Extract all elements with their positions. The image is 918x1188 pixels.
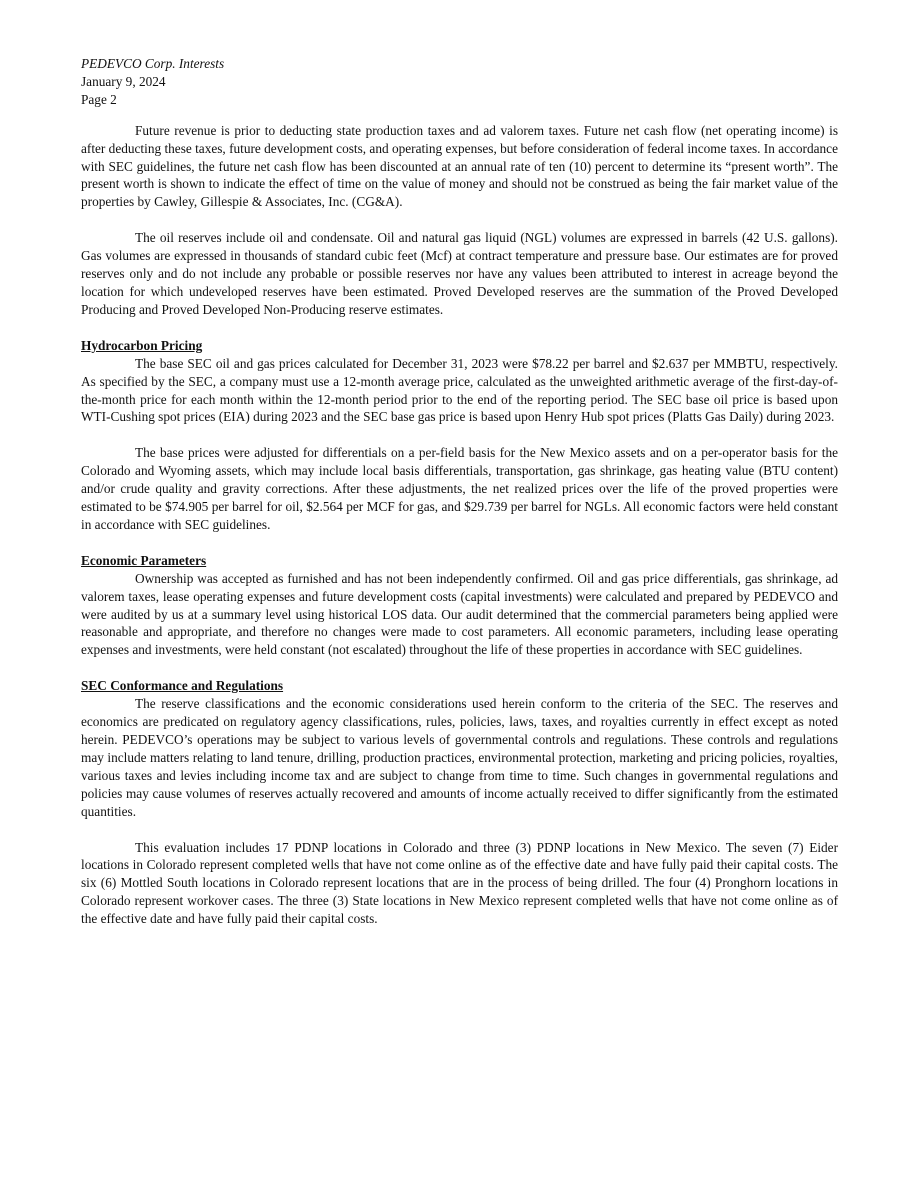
header-page-number: Page 2 [81,91,117,107]
pricing-paragraph-differentials: The base prices were adjusted for differentials on a per-field basis for the New Mexico assets and on a per-operator basis for the Colorado and Wyoming assets, which may include local basis differentials, transportation, gas shrinkage, gas heating value (BTU content) and/or crude quality and gravity corrections. After these adjustments, the net realized prices over the life of the proved properties were estimated to be $74.905 per barrel for oil, $2.564 per MCF for gas, and $29.739 per barrel for NGLs. All economic factors were held constant in accordance with SEC guidelines. [81,445,838,532]
intro-paragraph-reserves: The oil reserves include oil and condensate. Oil and natural gas liquid (NGL) volumes are expressed in barrels (42 U.S. gallons). Gas volumes are expressed in thousands of standard cubic feet (Mcf) at contract temperature and pressure base. Our estimates are for proved reserves only and do not include any probable or possible reserves nor have any values been attributed to interest in acreage beyond the location for which undeveloped reserves have been estimated. Proved Developed reserves are the summation of the Proved Developed Producing and Proved Developed Non-Producing reserve estimates. [81,230,838,317]
sec-paragraph-classifications: The reserve classifications and the economic considerations used herein conform to the criteria of the SEC. The reserves and economics are predicated on regulatory agency classifications, rules, policies, laws, taxes, and royalties currently in effect except as noted herein. PEDEVCO’s operations may be subject to various levels of governmental controls and regulations. These controls and regulations may include matters relating to land tenure, drilling, production practices, environmental protection, marketing and pricing policies, royalties, various taxes and levies including income tax and are subject to change from time to time. Such changes in governmental regulations and policies may cause volumes of reserves actually recovered and amounts of income actually received to differ significantly from the estimated quantities. [81,696,838,819]
header-date: January 9, 2024 [81,73,166,89]
heading-sec-conformance: SEC Conformance and Regulations [81,678,284,694]
economic-paragraph-ownership: Ownership was accepted as furnished and has not been independently confirmed. Oil and gas price differentials, gas shrinkage, ad valorem taxes, lease operating expenses and future development costs (capital investments) were calculated and prepared by PEDEVCO and were audited by us at a summary level using historical LOS data. Our audit determined that the commercial parameters being applied were reasonable and appropriate, and therefore no changes were made to cost parameters. All economic parameters, including lease operating expenses and investments, were held constant (not escalated) throughout the life of these properties in accordance with SEC guidelines. [81,570,838,658]
sec-paragraph-locations: This evaluation includes 17 PDNP locations in Colorado and three (3) PDNP locations in New Mexico. The seven (7) Eider locations in Colorado represent completed wells that have not come online as of the effective date and have fully paid their capital costs. The six (6) Mottled South locations in Colorado represent locations that are in the process of being drilled. The four (4) Pronghorn locations in Colorado represent workover cases. The three (3) State locations in New Mexico represent completed wells that have not come online as of the effective date and have fully paid their capital costs. [81,839,838,927]
heading-hydrocarbon-pricing: Hydrocarbon Pricing [81,337,203,353]
header-company: PEDEVCO Corp. Interests [81,56,225,71]
letter-header [81,55,838,109]
heading-economic-parameters: Economic Parameters [81,552,207,568]
intro-paragraph-revenue: Future revenue is prior to deducting state production taxes and ad valorem taxes. Future net cash flow (net operating income) is after deducting these taxes, future development costs, and operating expenses, but before consideration of federal income taxes. In accordance with SEC guidelines, the future net cash flow has been discounted at an annual rate of ten (10) percent to determine its “present worth”. The present worth is shown to indicate the effect of time on the value of money and should not be construed as being the fair market value of the properties by Cawley, Gillespie & Associates, Inc. (CG&A). [81,122,838,210]
document-page [81,55,838,928]
pricing-paragraph-base-prices: The base SEC oil and gas prices calculated for December 31, 2023 were $78.22 per barrel and $2.637 per MMBTU, respectively. As specified by the SEC, a company must use a 12-month average price, calculated as the unweighted arithmetic average of the first-day-of-the-month price for each month within the 12-month period prior to the end of the reporting period. The SEC base oil price is based upon WTI-Cushing spot prices (EIA) during 2023 and the SEC base gas price is based upon Henry Hub spot prices (Platts Gas Daily) during 2023. [81,355,838,425]
